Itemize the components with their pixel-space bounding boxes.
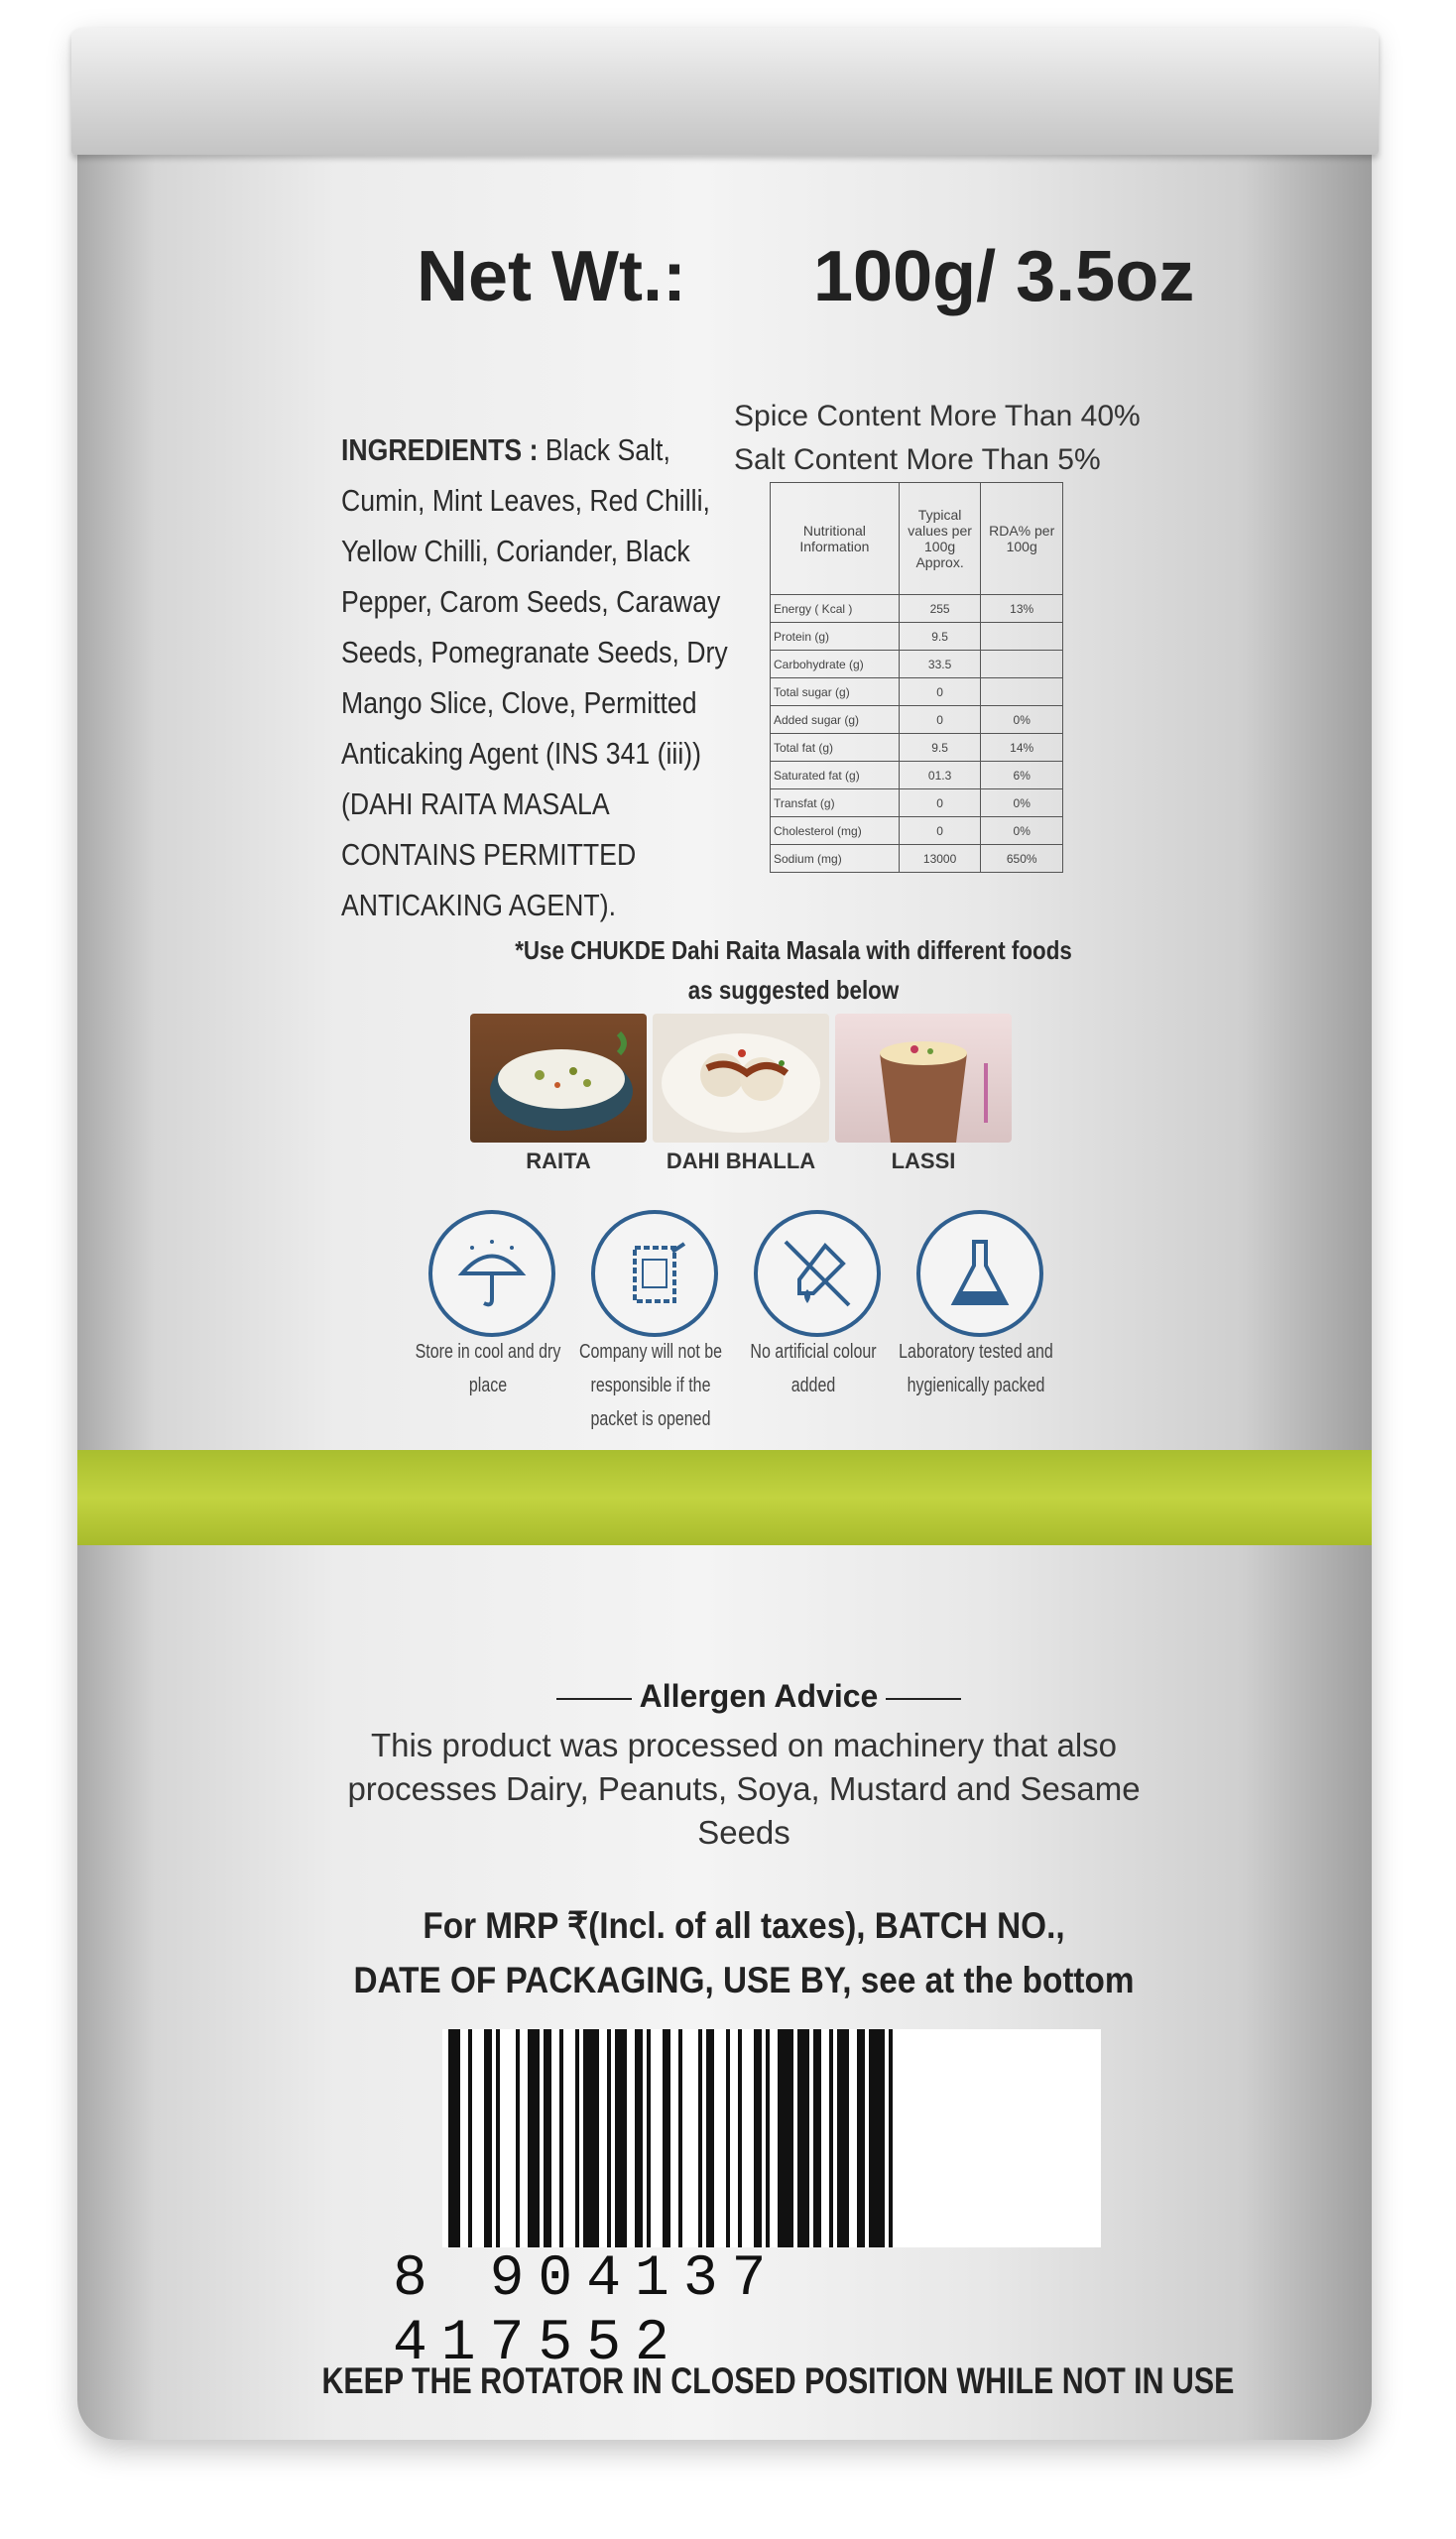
nutrient-value: 33.5 [899,651,981,678]
barcode-bar [706,2029,714,2247]
nutrition-header: Nutritional Information [771,483,900,595]
nutrient-rda: 13% [981,595,1063,623]
green-band [77,1450,1372,1545]
open-packet-icon [591,1210,718,1337]
table-row [771,734,1063,762]
badge-label-colour: No artificial colour added [750,1341,877,1396]
food-label-lassi: LASSI [891,1149,956,1173]
barcode-bar [754,2029,762,2247]
nutrient-name: Total sugar (g) [771,678,900,706]
nutrient-name: Energy ( Kcal ) [771,595,900,623]
lassi-photo [835,1014,1012,1143]
food-label-raita: RAITA [526,1149,591,1173]
nutrient-rda [981,678,1063,706]
content-claims [734,395,1141,482]
nutrient-value: 9.5 [899,623,981,651]
table-row [771,595,1063,623]
dahi-bhalla-illustration [653,1014,829,1143]
nutrient-rda: 0% [981,789,1063,817]
barcode-bar [448,2029,460,2247]
nutrient-value: 255 [899,595,981,623]
dahi-bhalla-photo [653,1014,829,1143]
barcode-bar [496,2029,500,2247]
barcode-bar [607,2029,611,2247]
barcode-bar [678,2029,682,2247]
barcode-bar [726,2029,730,2247]
badge-label-packet: Company will not be responsible if the packet is opened [578,1341,723,1430]
barcode-bar [635,2029,643,2247]
nutrient-value: 0 [899,678,981,706]
nutrient-rda [981,651,1063,678]
table-row [771,706,1063,734]
net-weight-label: Net Wt.: [417,237,686,316]
barcode-bar [544,2029,551,2247]
barcode-bar [738,2029,742,2247]
table-row [771,678,1063,706]
salt-content-claim: Salt Content More Than 5% [734,443,1101,476]
nutrient-name: Sodium (mg) [771,845,900,873]
barcode-bar [813,2029,821,2247]
nutrient-value: 13000 [899,845,981,873]
mrp-line: For MRP ₹(Incl. of all taxes), BATCH NO., [423,1905,1065,1946]
nutrient-value: 0 [899,706,981,734]
raita-photo [470,1014,647,1143]
net-weight-value: 100g/ 3.5oz [813,237,1195,316]
nutrition-header: Typical values per 100g Approx. [899,483,981,595]
barcode-bar [559,2029,563,2247]
table-row [771,789,1063,817]
allergen-heading [506,1678,1012,1715]
nutrition-header: RDA% per 100g [981,483,1063,595]
nutrient-rda: 14% [981,734,1063,762]
badge-label-storage: Store in cool and dry place [415,1341,561,1396]
nutrient-name: Transfat (g) [771,789,900,817]
food-label-dahi-bhalla: DAHI BHALLA [666,1149,816,1173]
mrp-line: DATE OF PACKAGING, USE BY, see at the bottom [353,1960,1135,2000]
table-row [771,762,1063,789]
ingredients-heading: INGREDIENTS : [341,432,539,467]
nutrient-name: Total fat (g) [771,734,900,762]
no-color-dropper-icon [754,1210,881,1337]
nutrient-name: Added sugar (g) [771,706,900,734]
barcode-bar [516,2029,520,2247]
barcode-bar [615,2029,627,2247]
barcode-digits: 8 904137 417552 [393,2247,781,2376]
nutrient-value: 0 [899,817,981,845]
allergen-title: Allergen Advice [639,1678,879,1714]
nutrition-table [770,482,1063,873]
table-row [771,651,1063,678]
raita-bowl-illustration [470,1014,647,1143]
barcode [442,2029,1101,2247]
umbrella-icon [428,1210,555,1337]
barcode-bar [857,2029,865,2247]
barcode-bar [528,2029,540,2247]
barcode-bar [797,2029,809,2247]
table-row [771,817,1063,845]
divider [886,1698,961,1700]
ingredients-block [341,424,742,930]
nutrient-name: Saturated fat (g) [771,762,900,789]
barcode-bar [663,2029,670,2247]
usage-suggestion-line: *Use CHUKDE Dahi Raita Masala with different foods [515,935,1072,965]
barcode-bar [869,2029,885,2247]
nutrition-header-row [771,483,1063,595]
spice-content-claim: Spice Content More Than 40% [734,400,1141,432]
barcode-bar [575,2029,579,2247]
divider [556,1698,632,1700]
nutrient-name: Protein (g) [771,623,900,651]
nutrient-value: 0 [899,789,981,817]
usage-suggestion [435,930,1152,1010]
nutrient-rda: 0% [981,706,1063,734]
barcode-bar [829,2029,833,2247]
nutrient-rda: 0% [981,817,1063,845]
barcode-bar [583,2029,599,2247]
ingredients-text: Black Salt, Cumin, Mint Leaves, Red Chilli, Yellow Chilli, Coriander, Black Pepper, Carom Seeds, Caraway Seeds, Pomegranate Seeds, Dry Mango Slice, Clove, Permitted Anticaking Agent (INS 341 (iii)) (DAHI RAITA MASALA CONTAINS PERMITTED ANTICAKING AGENT). [341,432,728,922]
barcode-bar [698,2029,702,2247]
barcode-bar [778,2029,793,2247]
barcode-bar [837,2029,849,2247]
lab-flask-icon [916,1210,1043,1337]
table-row [771,623,1063,651]
barcode-bar [468,2029,472,2247]
badge-label-lab: Laboratory tested and hygienically packed [899,1341,1053,1396]
allergen-text: This product was processed on machinery that also processes Dairy, Peanuts, Soya, Mustard and Sesame Seeds [347,1727,1141,1851]
barcode-bar [484,2029,492,2247]
mrp-notice [342,1898,1146,2007]
barcode-bar [889,2029,893,2247]
table-row [771,845,1063,873]
barcode-bar [647,2029,651,2247]
nutrient-name: Carbohydrate (g) [771,651,900,678]
usage-suggestion-line: as suggested below [687,975,900,1005]
nutrient-name: Cholesterol (mg) [771,817,900,845]
nutrient-value: 9.5 [899,734,981,762]
nutrient-rda: 650% [981,845,1063,873]
canister-lid [71,28,1379,155]
rotator-notice: KEEP THE ROTATOR IN CLOSED POSITION WHILE NOT IN USE [321,2360,1235,2401]
barcode-bar [766,2029,770,2247]
lassi-glass-illustration [835,1014,1012,1143]
nutrient-rda [981,623,1063,651]
net-weight [417,236,1195,317]
nutrient-value: 01.3 [899,762,981,789]
nutrient-rda: 6% [981,762,1063,789]
